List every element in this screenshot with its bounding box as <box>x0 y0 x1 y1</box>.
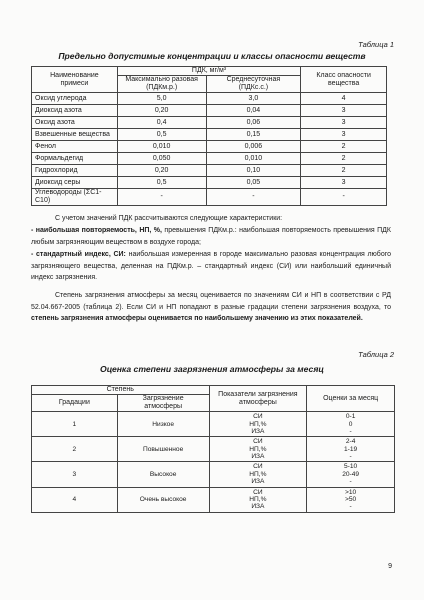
si-term: - стандартный индекс, СИ: <box>31 251 126 258</box>
header-degree: Степень <box>32 386 210 395</box>
si-paragraph <box>31 249 391 284</box>
table1-title: Предельно допустимые концентрации и классы опасности веществ <box>58 51 366 61</box>
table-row: Оксид азота 0,4 0,06 3 <box>32 117 387 129</box>
si-text: наибольшая измеренная в городе максимально разовая концентрация любого загрязняющего вещества, деленная на ПДКм.р. – стандартный индекс (СИ) или наибольший единичный индекс загрязнения. <box>31 251 392 281</box>
table1-label: Таблица 1 <box>358 40 394 49</box>
pollution-degree-table <box>31 385 395 513</box>
degree-bold-text: степень загрязнения атмосферы оценивается по наибольшему значению из этих показателей. <box>31 315 363 322</box>
header-pollution: Загрязнение атмосферы <box>117 395 209 412</box>
table-row: Гидрохлорид 0,20 0,10 2 <box>32 165 387 177</box>
header-pdk: ПДК, мг/м³ <box>117 67 300 76</box>
table-row: Взвешенные вещества 0,5 0,15 3 <box>32 129 387 141</box>
table-row: Фенол 0,010 0,006 2 <box>32 141 387 153</box>
table-row: 1 Низкое СИ НП,% ИЗА 0-1 0 - <box>32 412 395 437</box>
np-paragraph <box>31 225 391 248</box>
header-indicators: Показатели загрязнения атмосферы <box>209 386 307 412</box>
header-substance: Наименование примеси <box>32 67 118 93</box>
table-row: 4 Очень высокое СИ НП,% ИЗА >10 >50 - <box>32 487 395 512</box>
table-row: 2 Повышенное СИ НП,% ИЗА 2-4 1-19 - <box>32 437 395 462</box>
table2-label: Таблица 2 <box>358 350 394 359</box>
degree-text: Степень загрязнения атмосферы за месяц оценивается по значениям СИ и НП в соответствии с РД 52.04.667-2005 (таблица 2). Если СИ и НП попадают в разные градации степени загрязнения воздуха, то <box>31 292 391 311</box>
header-hazard-class: Класс опасности вещества <box>301 67 387 93</box>
degree-paragraph <box>31 290 391 325</box>
header-assessment: Оценки за месяц <box>307 386 395 412</box>
table-row: Оксид углерода 5,0 3,0 4 <box>32 93 387 105</box>
table2-title: Оценка степени загрязнения атмосферы за месяц <box>100 364 324 374</box>
table-row: Диоксид азота 0,20 0,04 3 <box>32 105 387 117</box>
intro-paragraph: С учетом значений ПДК рассчитываются следующие характеристики: <box>55 215 283 222</box>
table-row: Формальдегид 0,050 0,010 2 <box>32 153 387 165</box>
header-gradations: Градации <box>32 395 118 412</box>
page-number: 9 <box>388 563 392 570</box>
table-row: Углеводороды (ΣC1-C10) - - - <box>32 189 387 206</box>
np-term: - наибольшая повторяемость, НП, %, <box>31 227 162 234</box>
header-max-single: Максимально разовая (ПДКм.р.) <box>117 76 206 93</box>
np-text: превышения ПДКм.р.: наибольшая повторяемость превышения ПДК любым загрязняющим веществом в воздухе города; <box>31 227 391 246</box>
header-daily-avg: Среднесуточная (ПДКс.с.) <box>206 76 301 93</box>
pdk-table <box>31 66 387 206</box>
table-row: Диоксид серы 0,5 0,05 3 <box>32 177 387 189</box>
table-row: 3 Высокое СИ НП,% ИЗА 5-10 20-49 - <box>32 462 395 487</box>
